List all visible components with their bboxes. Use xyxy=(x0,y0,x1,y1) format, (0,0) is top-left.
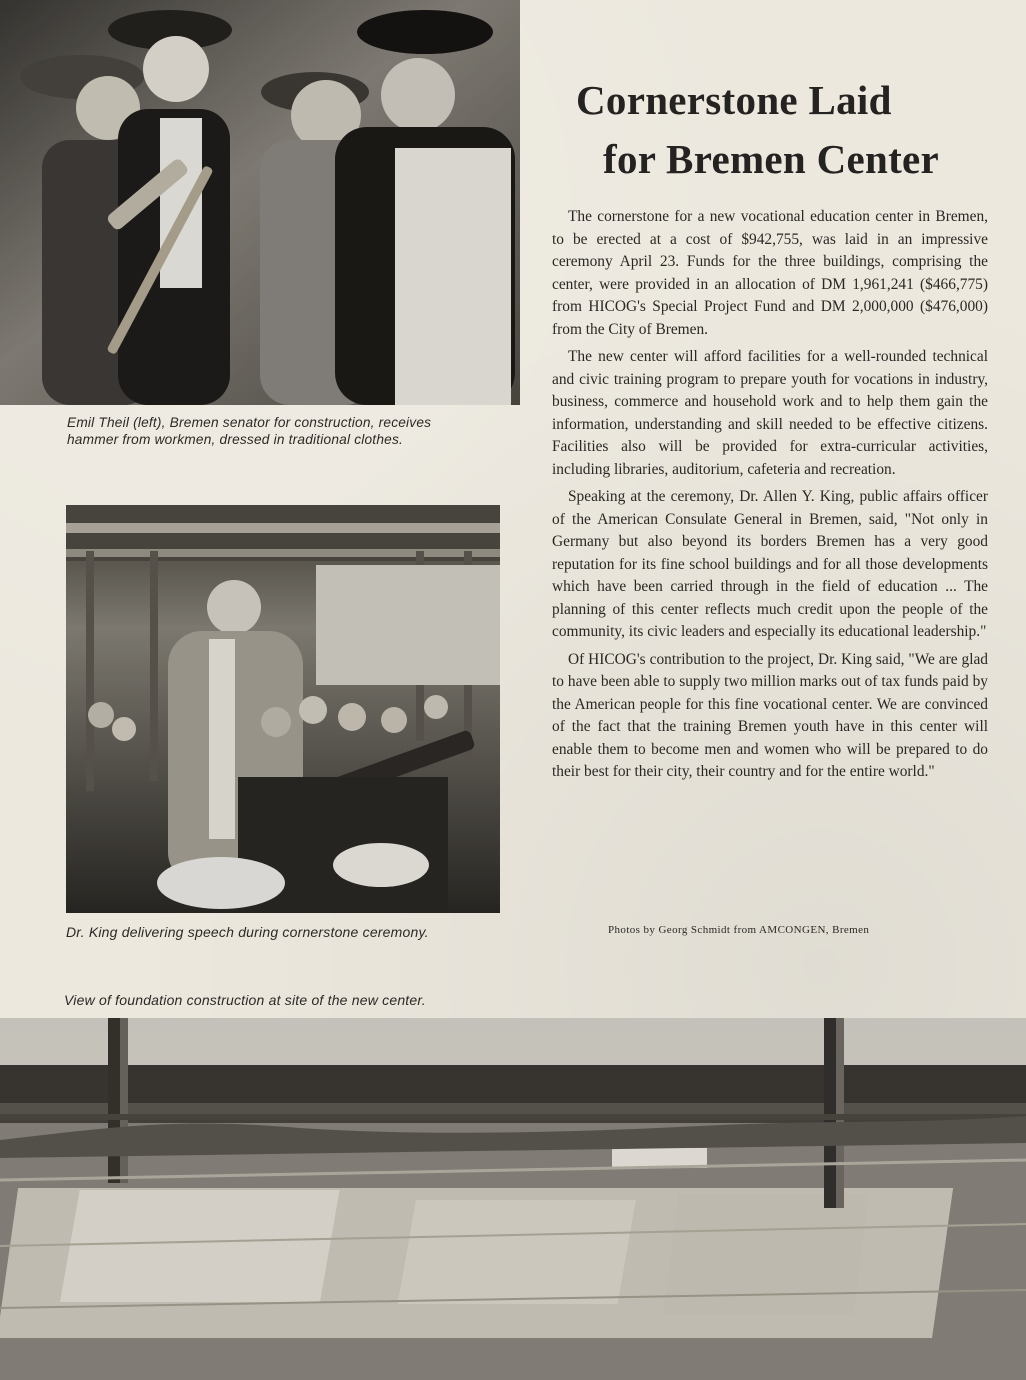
article-body xyxy=(552,206,988,789)
foundation-construction-photo xyxy=(0,1018,1026,1380)
page-title-line-1: Cornerstone Laid xyxy=(576,77,892,123)
page-title-line-2: for Bremen Center xyxy=(603,136,940,182)
bottom-photo-caption: View of foundation construction at site of the new center. xyxy=(64,992,426,1008)
article-paragraph-4: Of HICOG's contribution to the project, Dr. King said, "We are glad to have been able to supply two million marks out of tax funds paid by the American people for this fine vocational center. We are convinced of the fact that the training Bremen youth have in this center will enable them to become men and women who will be prepared to do their best for their city, their country and for the entire world." xyxy=(552,650,988,780)
article-paragraph-2: The new center will afford facilities for a well-rounded technical and civic training program to prepare youth for vocations in industry, business, commerce and household work and to help them gain the information, understanding and skill needed to be effective citizens. Facilities also will be provided for extra-curricular activities, including libraries, auditorium, cafeteria and recreation. xyxy=(552,348,988,478)
speech-photo xyxy=(66,505,500,913)
photo-credit: Photos by Georg Schmidt from AMCONGEN, Bremen xyxy=(608,924,870,936)
top-photo-caption-line-1: Emil Theil (left), Bremen senator for construction, receives xyxy=(67,415,432,430)
workmen-hammer-photo xyxy=(0,0,520,405)
top-photo-caption-line-2: hammer from workmen, dressed in traditional clothes. xyxy=(67,432,403,447)
article-paragraph-1: The cornerstone for a new vocational education center in Bremen, to be erected at a cost of $942,755, was laid in an impressive ceremony April 23. Funds for the three buildings, comprising the center, were provided in an allocation of DM 1,961,241 ($466,775) from HICOG's Special Project Fund and DM 2,000,000 ($476,000) from the City of Bremen. xyxy=(552,208,988,338)
middle-photo-caption: Dr. King delivering speech during cornerstone ceremony. xyxy=(66,924,429,940)
top-photo-caption xyxy=(67,414,505,448)
article-paragraph-3: Speaking at the ceremony, Dr. Allen Y. King, public affairs officer of the American Consulate General in Bremen, said, "Not only in Germany but also beyond its borders Bremen has a very good reputation for its fine school buildings and for all those developments which have been carried through in the field of education ... The planning of this center reflects much credit upon the people of the community, its civic leaders and especially its educational leadership." xyxy=(552,488,988,640)
